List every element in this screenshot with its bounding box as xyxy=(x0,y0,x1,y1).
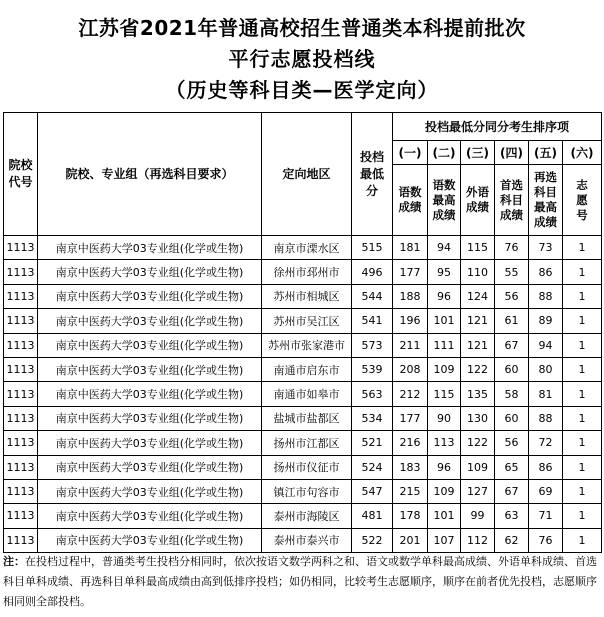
cell-preference-no: 1 xyxy=(563,260,602,284)
cell-preference-no: 1 xyxy=(563,504,602,528)
table-row xyxy=(4,528,602,552)
cell-foreign-language: 112 xyxy=(461,528,495,552)
cell-code: 1113 xyxy=(4,382,38,406)
cell-first-subject: 63 xyxy=(495,504,529,528)
cell-first-subject: 60 xyxy=(495,406,529,430)
cell-code: 1113 xyxy=(4,504,38,528)
cell-foreign-language: 121 xyxy=(461,309,495,333)
page-title-line1: 江苏省2021年普通高校招生普通类本科提前批次 xyxy=(78,16,526,40)
cell-region: 南京市溧水区 xyxy=(262,236,352,260)
cell-code: 1113 xyxy=(4,357,38,381)
cell-region: 南通市如皋市 xyxy=(262,382,352,406)
header-sub-label: 外语成绩 xyxy=(461,165,495,236)
table-row xyxy=(4,333,602,357)
header-sub-num: (二) xyxy=(428,141,461,165)
cell-preference-no: 1 xyxy=(563,309,602,333)
cell-school: 南京中医药大学03专业组(化学或生物) xyxy=(38,479,262,503)
cell-min-score: 541 xyxy=(352,309,393,333)
cell-school: 南京中医药大学03专业组(化学或生物) xyxy=(38,382,262,406)
footnote-label: 注： xyxy=(3,555,25,568)
cell-second-subject-max: 76 xyxy=(529,528,563,552)
cell-code: 1113 xyxy=(4,309,38,333)
cell-chinese-math-max: 96 xyxy=(428,455,461,479)
header-code: 院校代号 xyxy=(4,113,38,236)
cell-chinese-math: 196 xyxy=(393,309,428,333)
cell-school: 南京中医药大学03专业组(化学或生物) xyxy=(38,333,262,357)
cell-min-score: 524 xyxy=(352,455,393,479)
cell-first-subject: 76 xyxy=(495,236,529,260)
header-sub-num: (四) xyxy=(495,141,529,165)
cell-code: 1113 xyxy=(4,284,38,308)
cell-chinese-math: 208 xyxy=(393,357,428,381)
cell-second-subject-max: 69 xyxy=(529,479,563,503)
cell-second-subject-max: 81 xyxy=(529,382,563,406)
cell-chinese-math-max: 113 xyxy=(428,431,461,455)
cell-chinese-math-max: 101 xyxy=(428,504,461,528)
cell-preference-no: 1 xyxy=(563,431,602,455)
cell-region: 徐州市邳州市 xyxy=(262,260,352,284)
header-sub-label: 语数成绩 xyxy=(393,165,428,236)
cell-min-score: 544 xyxy=(352,284,393,308)
cell-min-score: 522 xyxy=(352,528,393,552)
cell-code: 1113 xyxy=(4,431,38,455)
cell-school: 南京中医药大学03专业组(化学或生物) xyxy=(38,504,262,528)
table-row xyxy=(4,504,602,528)
cell-second-subject-max: 86 xyxy=(529,455,563,479)
cell-school: 南京中医药大学03专业组(化学或生物) xyxy=(38,431,262,455)
cell-region: 泰州市海陵区 xyxy=(262,504,352,528)
cell-school: 南京中医药大学03专业组(化学或生物) xyxy=(38,357,262,381)
cell-chinese-math: 178 xyxy=(393,504,428,528)
cell-school: 南京中医药大学03专业组(化学或生物) xyxy=(38,309,262,333)
cell-first-subject: 56 xyxy=(495,284,529,308)
cell-first-subject: 56 xyxy=(495,431,529,455)
cell-chinese-math-max: 111 xyxy=(428,333,461,357)
header-sub-label: 首选科目成绩 xyxy=(495,165,529,236)
cell-preference-no: 1 xyxy=(563,236,602,260)
cell-min-score: 515 xyxy=(352,236,393,260)
cell-school: 南京中医药大学03专业组(化学或生物) xyxy=(38,528,262,552)
cell-second-subject-max: 73 xyxy=(529,236,563,260)
footnote xyxy=(3,552,597,612)
cell-region: 苏州市吴江区 xyxy=(262,309,352,333)
cell-min-score: 534 xyxy=(352,406,393,430)
header-sub-label: 语数最高成绩 xyxy=(428,165,461,236)
header-sub-label: 再选科目最高成绩 xyxy=(529,165,563,236)
cell-preference-no: 1 xyxy=(563,406,602,430)
cell-chinese-math: 212 xyxy=(393,382,428,406)
cell-min-score: 496 xyxy=(352,260,393,284)
cell-school: 南京中医药大学03专业组(化学或生物) xyxy=(38,284,262,308)
cell-second-subject-max: 80 xyxy=(529,357,563,381)
header-sub-num: (六) xyxy=(563,141,602,165)
cell-foreign-language: 115 xyxy=(461,236,495,260)
footnote-text: 在投档过程中，普通类考生投档分相同时，依次按语文数学两科之和、语文或数学单科最高成绩、外语单科成绩、首选科目单科成绩、再选科目单科最高成绩由高到低排序投档；如仍相同，比较考生志愿顺序，顺序在前者优先投档，志愿顺序相同则全部投档。 xyxy=(3,555,597,608)
cell-code: 1113 xyxy=(4,528,38,552)
cell-min-score: 573 xyxy=(352,333,393,357)
table-row xyxy=(4,382,602,406)
cell-region: 苏州市张家港市 xyxy=(262,333,352,357)
cell-code: 1113 xyxy=(4,236,38,260)
cell-chinese-math-max: 109 xyxy=(428,479,461,503)
cell-first-subject: 55 xyxy=(495,260,529,284)
cell-first-subject: 58 xyxy=(495,382,529,406)
cell-second-subject-max: 71 xyxy=(529,504,563,528)
cell-chinese-math-max: 107 xyxy=(428,528,461,552)
cell-preference-no: 1 xyxy=(563,333,602,357)
cell-chinese-math: 177 xyxy=(393,406,428,430)
cell-foreign-language: 135 xyxy=(461,382,495,406)
table-row xyxy=(4,479,602,503)
cell-chinese-math-max: 115 xyxy=(428,382,461,406)
cell-preference-no: 1 xyxy=(563,479,602,503)
cell-region: 泰州市泰兴市 xyxy=(262,528,352,552)
cell-foreign-language: 109 xyxy=(461,455,495,479)
cell-foreign-language: 122 xyxy=(461,431,495,455)
cell-chinese-math: 211 xyxy=(393,333,428,357)
cell-chinese-math: 177 xyxy=(393,260,428,284)
cell-foreign-language: 124 xyxy=(461,284,495,308)
cell-first-subject: 62 xyxy=(495,528,529,552)
cell-school: 南京中医药大学03专业组(化学或生物) xyxy=(38,406,262,430)
cell-foreign-language: 110 xyxy=(461,260,495,284)
cell-chinese-math: 201 xyxy=(393,528,428,552)
header-min-score: 投档最低分 xyxy=(352,113,393,236)
table-row xyxy=(4,260,602,284)
page-title-line3: （历史等科目类—医学定向） xyxy=(165,78,439,102)
cell-school: 南京中医药大学03专业组(化学或生物) xyxy=(38,236,262,260)
cell-chinese-math-max: 95 xyxy=(428,260,461,284)
cell-min-score: 563 xyxy=(352,382,393,406)
cell-chinese-math: 188 xyxy=(393,284,428,308)
cell-region: 盐城市盐都区 xyxy=(262,406,352,430)
cell-min-score: 521 xyxy=(352,431,393,455)
table-row xyxy=(4,284,602,308)
cell-code: 1113 xyxy=(4,333,38,357)
cell-foreign-language: 122 xyxy=(461,357,495,381)
table-row xyxy=(4,309,602,333)
cell-chinese-math-max: 101 xyxy=(428,309,461,333)
cell-code: 1113 xyxy=(4,455,38,479)
cell-region: 苏州市相城区 xyxy=(262,284,352,308)
cell-chinese-math: 183 xyxy=(393,455,428,479)
cell-region: 镇江市句容市 xyxy=(262,479,352,503)
header-sub-num: (五) xyxy=(529,141,563,165)
cell-region: 扬州市江都区 xyxy=(262,431,352,455)
header-sort-group: 投档最低分同分考生排序项 xyxy=(393,113,602,141)
header-school: 院校、专业组（再选科目要求） xyxy=(38,113,262,236)
cell-chinese-math: 215 xyxy=(393,479,428,503)
cell-school: 南京中医药大学03专业组(化学或生物) xyxy=(38,260,262,284)
cell-code: 1113 xyxy=(4,479,38,503)
cell-preference-no: 1 xyxy=(563,455,602,479)
score-table xyxy=(3,112,602,553)
cell-second-subject-max: 88 xyxy=(529,284,563,308)
table-row xyxy=(4,406,602,430)
cell-first-subject: 65 xyxy=(495,455,529,479)
cell-foreign-language: 99 xyxy=(461,504,495,528)
cell-min-score: 481 xyxy=(352,504,393,528)
header-region: 定向地区 xyxy=(262,113,352,236)
cell-chinese-math: 216 xyxy=(393,431,428,455)
title-block xyxy=(0,0,604,112)
cell-code: 1113 xyxy=(4,260,38,284)
header-sub-label: 志愿号 xyxy=(563,165,602,236)
table-body xyxy=(4,236,602,553)
cell-first-subject: 67 xyxy=(495,479,529,503)
cell-second-subject-max: 89 xyxy=(529,309,563,333)
cell-second-subject-max: 72 xyxy=(529,431,563,455)
header-sub-num: (一) xyxy=(393,141,428,165)
cell-chinese-math-max: 94 xyxy=(428,236,461,260)
cell-foreign-language: 121 xyxy=(461,333,495,357)
cell-first-subject: 61 xyxy=(495,309,529,333)
cell-min-score: 547 xyxy=(352,479,393,503)
cell-foreign-language: 130 xyxy=(461,406,495,430)
cell-first-subject: 67 xyxy=(495,333,529,357)
cell-second-subject-max: 88 xyxy=(529,406,563,430)
cell-chinese-math-max: 96 xyxy=(428,284,461,308)
cell-code: 1113 xyxy=(4,406,38,430)
cell-region: 扬州市仪征市 xyxy=(262,455,352,479)
cell-preference-no: 1 xyxy=(563,284,602,308)
table-row xyxy=(4,431,602,455)
cell-foreign-language: 127 xyxy=(461,479,495,503)
cell-preference-no: 1 xyxy=(563,528,602,552)
cell-chinese-math-max: 109 xyxy=(428,357,461,381)
cell-region: 南通市启东市 xyxy=(262,357,352,381)
cell-first-subject: 60 xyxy=(495,357,529,381)
cell-second-subject-max: 86 xyxy=(529,260,563,284)
cell-chinese-math: 181 xyxy=(393,236,428,260)
cell-min-score: 539 xyxy=(352,357,393,381)
table-row xyxy=(4,455,602,479)
table-row xyxy=(4,236,602,260)
cell-preference-no: 1 xyxy=(563,382,602,406)
cell-school: 南京中医药大学03专业组(化学或生物) xyxy=(38,455,262,479)
cell-chinese-math-max: 90 xyxy=(428,406,461,430)
cell-preference-no: 1 xyxy=(563,357,602,381)
cell-second-subject-max: 94 xyxy=(529,333,563,357)
page-title-line2: 平行志愿投档线 xyxy=(228,47,376,71)
table-row xyxy=(4,357,602,381)
header-sub-num: (三) xyxy=(461,141,495,165)
